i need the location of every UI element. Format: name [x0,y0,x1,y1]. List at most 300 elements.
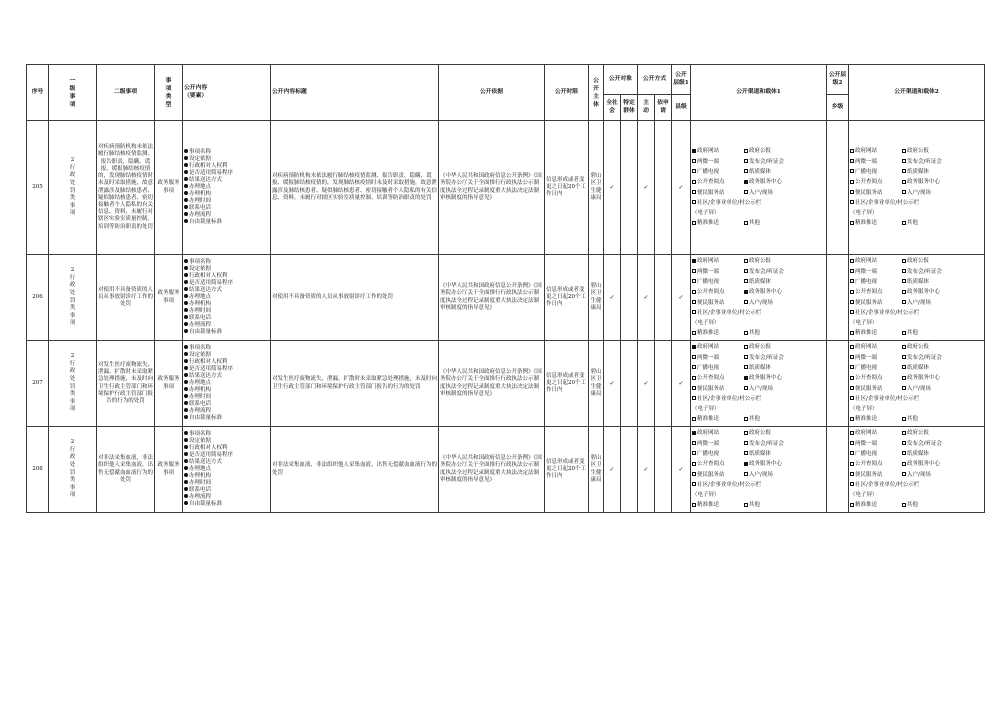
row-level2: 对非法采集血液，非法组织他人采集血液，出售无偿献血血液行为的处罚 [97,427,155,513]
channel-line [850,373,983,383]
channel-line [692,208,825,218]
header-target-specific: 特定 群体 [621,95,638,121]
channel-option-label: 社区/企事业单位/村公示栏 [855,309,920,316]
unchecked-box-icon [744,159,748,163]
content-item-label: 联系电话 [189,486,212,493]
channel-line [692,439,825,449]
channel-option-label: 政务服务中心 [907,179,941,186]
header-subject: 公 开 主 体 [589,65,604,121]
channel-option-label: 政府公报 [749,258,772,265]
unchecked-box-icon [902,451,906,455]
channel-option-label: 广播电视 [855,450,878,457]
channel-option-label: 政务服务中心 [749,289,783,296]
channel-option [692,310,761,316]
content-item [184,322,269,329]
channel-option [902,430,929,436]
channel-option [850,157,902,167]
channel-option [692,470,744,480]
channel-option-label: （电子屏） [850,492,878,499]
channel-line [850,308,983,318]
channel-option [850,470,902,480]
table-body [27,121,985,513]
header-layer2: 公开层 级2 [827,65,849,95]
content-item-label: 办理机构 [189,190,212,197]
bullet-icon [184,308,188,312]
channel-option [692,320,720,326]
header-layer2-town: 乡级 [827,95,849,121]
unchecked-box-icon [744,441,748,445]
channel-line [850,208,983,218]
channel-option [902,190,931,196]
bullet-icon [184,322,188,326]
channel-option-label: 入户/现场 [749,189,773,196]
channel-line [692,394,825,404]
header-seq: 序号 [27,65,49,121]
channel-option [744,269,784,275]
channel-option-label: （电子屏） [692,320,720,327]
row-layer1-county: ✓ [672,341,691,427]
channel-option [850,500,902,510]
content-item [184,466,269,473]
bullet-icon [184,315,188,319]
content-item-label: 联系电话 [189,204,212,211]
channel-line [850,198,983,208]
unchecked-box-icon [902,472,906,476]
row-target-specific [621,427,638,513]
channel-option [850,342,902,352]
channel-option-label: 广播电视 [697,450,720,457]
content-item [184,387,269,394]
checked-box-icon [744,462,748,466]
channel-option-label: 其他 [907,330,919,337]
channel-option [744,441,784,447]
channel-option [692,414,744,424]
unchecked-box-icon [902,269,906,273]
unchecked-box-icon [902,355,906,359]
row-level2: 对发生医疗废物流失、泄漏、扩散时未采取紧急处理措施，未及时向卫生行政主管部门和环境保护行政主管部门报告的行为的处罚 [97,341,155,427]
channel-option-label: 便民服务站 [855,471,883,478]
channel-option-label: 社区/企事业单位/村公示栏 [855,395,920,402]
checked-box-icon [692,345,696,349]
channel-line [850,470,983,480]
channel-option [902,365,929,371]
bullet-icon [184,170,188,174]
content-item-label: 结果送达方式 [189,287,223,294]
channel-option-label: 发布会/听证会 [907,440,942,447]
channel-option [744,416,760,422]
channel-option-label: 社区/企事业单位/村公示栏 [855,481,920,488]
bullet-icon [184,352,188,356]
channel-option-label: 其他 [749,502,761,509]
bullet-icon [184,205,188,209]
content-item-label: 办理地点 [189,294,212,301]
unchecked-box-icon [692,417,696,421]
unchecked-box-icon [692,451,696,455]
unchecked-box-icon [744,300,748,304]
channel-option [744,179,782,185]
bullet-icon [184,473,188,477]
bullet-icon [184,273,188,277]
unchecked-box-icon [692,482,696,486]
channel-line [692,157,825,167]
channel-option-label: 纸质媒体 [749,278,772,285]
unchecked-box-icon [692,310,696,314]
unchecked-box-icon [692,269,696,273]
bullet-icon [184,466,188,470]
content-item-label: 办理时间 [189,393,212,400]
content-item-label: 自由裁量标准 [189,328,223,335]
row-subject: 碧山区卫生健康局 [589,255,604,341]
channel-option-label: （电子屏） [850,210,878,217]
channel-option-label: 公开查阅点 [855,375,883,382]
row-target-all: ✓ [604,121,621,255]
unchecked-box-icon [850,431,854,435]
channel-option-label: 便民服务站 [697,189,725,196]
channel-option-label: 两微一端 [855,354,878,361]
unchecked-box-icon [744,345,748,349]
channel-option-label: 广播电视 [697,364,720,371]
channel-option [692,363,744,373]
channel-line [850,157,983,167]
channel-option [850,384,902,394]
channel-line [692,353,825,363]
bullet-icon [184,459,188,463]
channel-option [902,451,929,457]
unchecked-box-icon [850,159,854,163]
channel-line [850,439,983,449]
channel-option [744,430,771,436]
unchecked-box-icon [902,376,906,380]
channel-option [692,373,744,383]
channel-option [744,461,782,467]
channel-option [902,269,942,275]
content-item-label: 办理地点 [189,466,212,473]
channel-option-label: 发布会/听证会 [749,158,784,165]
level1-char: 处 [69,375,76,382]
channel-option-label: 入户/现场 [907,471,931,478]
channel-option [850,210,878,216]
channel-line [850,449,983,459]
bullet-icon [184,415,188,419]
level1-char: 事 [69,312,76,319]
content-item [184,408,269,415]
content-item [184,394,269,401]
unchecked-box-icon [692,355,696,359]
disclosure-table-sheet [26,64,984,513]
table-row [27,341,985,427]
channel-option-label: 政府公报 [749,430,772,437]
content-item [184,459,269,466]
channel-line [692,470,825,480]
level1-char: 项 [69,406,76,413]
unchecked-box-icon [850,190,854,194]
channel-option [902,179,940,185]
channel-option [902,386,931,392]
channel-option-label: 公开查阅点 [697,375,725,382]
channel-option-label: 广播电视 [697,168,720,175]
channel-line [850,328,983,338]
row-method-apply [655,341,672,427]
channel-option [850,177,902,187]
channel-line [692,384,825,394]
level1-char: 事 [69,398,76,405]
level1-char: 罚 [69,469,76,476]
content-item-label: 办理流程 [189,493,212,500]
channel-option [850,459,902,469]
bullet-icon [184,408,188,412]
unchecked-box-icon [850,482,854,486]
channel-line [850,167,983,177]
channel-option-label: 公开查阅点 [855,289,883,296]
channel-option [850,320,878,326]
unchecked-box-icon [902,279,906,283]
row-content [183,255,271,341]
channel-option [744,365,771,371]
channel-option-label: 入户/现场 [907,385,931,392]
channel-line [692,428,825,438]
channel-option-label: 政务服务中心 [749,375,783,382]
content-item-label: 办理机构 [189,386,212,393]
content-item [184,494,269,501]
row-title: 对发生医疗废物流失、泄漏、扩散时未采取紧急处理措施，未及时向卫生行政主管部门和环境保护行政主管部门报告的行为的处罚 [271,341,439,427]
row-content [183,341,271,427]
channel-option-label: 纸质媒体 [907,278,930,285]
unchecked-box-icon [850,472,854,476]
unchecked-box-icon [902,190,906,194]
channel-option [850,256,902,266]
content-item-label: 自由裁量标准 [189,500,223,507]
channel-option-label: 政府网站 [855,258,878,265]
unchecked-box-icon [692,180,696,184]
level1-char: 行 [69,446,76,453]
channel-option-label: 纸质媒体 [907,364,930,371]
content-item-label: 行政相对人权利 [189,163,228,170]
channel-option [850,439,902,449]
row-content [183,121,271,255]
row-type: 政务服务事项 [155,121,183,255]
channel-option-label: 政府公报 [907,344,930,351]
channel-option [902,344,929,350]
level1-char: 罚 [69,383,76,390]
content-item-label: 办理地点 [189,380,212,387]
unchecked-box-icon [850,200,854,204]
bullet-icon [184,380,188,384]
channel-option-label: 两微一端 [697,268,720,275]
channel-option [744,159,784,165]
channel-option-label: 社区/企事业单位/村公示栏 [697,199,762,206]
content-item-label: 办理流程 [189,211,212,218]
unchecked-box-icon [692,472,696,476]
checked-box-icon [744,180,748,184]
channel-option [744,220,760,226]
unchecked-box-icon [850,376,854,380]
unchecked-box-icon [850,345,854,349]
bullet-icon [184,184,188,188]
channel-option [902,220,918,226]
content-item-label: 设定依据 [189,266,212,273]
header-content: 公开内容 （要素） [183,65,271,121]
unchecked-box-icon [692,462,696,466]
row-content [183,427,271,513]
content-item-label: 办理时间 [189,197,212,204]
channel-option [902,441,942,447]
level1-char: 政 [69,368,76,375]
level1-char: 类 [69,391,76,398]
unchecked-box-icon [902,386,906,390]
channel-line [850,277,983,287]
channel-option [744,472,773,478]
row-channel1 [691,121,827,255]
checked-box-icon [744,376,748,380]
unchecked-box-icon [744,269,748,273]
channel-option [692,167,744,177]
level1-char: 处 [69,179,76,186]
content-item [184,315,269,322]
channel-line [850,177,983,187]
content-item-label: 办理机构 [189,300,212,307]
checked-box-icon [692,259,696,263]
row-layer2-town [827,121,849,255]
level1-char: 项 [69,492,76,499]
channel-option-label: 其他 [907,416,919,423]
unchecked-box-icon [902,331,906,335]
channel-option-label: 社区/企事业单位/村公示栏 [697,309,762,316]
channel-line [850,459,983,469]
channel-option [850,298,902,308]
channel-option-label: 纸质媒体 [749,364,772,371]
unchecked-box-icon [744,190,748,194]
content-item-label: 自由裁量标准 [189,218,223,225]
row-channel1 [691,427,827,513]
row-level1 [49,255,97,341]
header-layer1-county: 县级 [672,95,691,121]
unchecked-box-icon [850,221,854,225]
unchecked-box-icon [850,259,854,263]
channel-option-label: 政务服务中心 [907,375,941,382]
unchecked-box-icon [850,365,854,369]
channel-option [744,169,771,175]
content-item [184,198,269,205]
channel-option-label: 便民服务站 [855,385,883,392]
channel-line [692,342,825,352]
channel-option [902,148,929,154]
content-item-label: 设定依据 [189,352,212,359]
channel-option-label: （电子屏） [692,406,720,413]
unchecked-box-icon [744,472,748,476]
channel-option [850,492,878,498]
content-item-label: 是否适用简易程序 [189,366,234,373]
row-channel2 [849,121,985,255]
bullet-icon [184,149,188,153]
bullet-icon [184,501,188,505]
content-item [184,177,269,184]
unchecked-box-icon [902,345,906,349]
channel-line [692,256,825,266]
channel-line [850,256,983,266]
channel-line [850,384,983,394]
channel-option [902,289,940,295]
content-item-label: 结果送达方式 [189,373,223,380]
unchecked-box-icon [744,365,748,369]
content-item [184,212,269,219]
channel-option [850,287,902,297]
content-item-label: 行政相对人权利 [189,273,228,280]
row-method-active: ✓ [638,341,655,427]
channel-option [744,300,773,306]
unchecked-box-icon [902,300,906,304]
channel-option-label: 广播电视 [855,168,878,175]
content-item-label: 联系电话 [189,400,212,407]
content-item-label: 事项名称 [189,149,212,156]
unchecked-box-icon [692,331,696,335]
channel-line [692,177,825,187]
unchecked-box-icon [692,200,696,204]
channel-option-label: 精准推送 [697,330,720,337]
channel-option [744,375,782,381]
channel-option [850,449,902,459]
unchecked-box-icon [902,180,906,184]
channel-option [692,267,744,277]
row-seq: 207 [27,341,49,427]
row-target-all: ✓ [604,427,621,513]
unchecked-box-icon [692,159,696,163]
channel-line [692,188,825,198]
bullet-icon [184,198,188,202]
row-level1 [49,427,97,513]
unchecked-box-icon [902,290,906,294]
unchecked-box-icon [744,386,748,390]
channel-option [692,384,744,394]
unchecked-box-icon [850,396,854,400]
unchecked-box-icon [902,503,906,507]
channel-line [692,500,825,510]
channel-option [850,428,902,438]
channel-option-label: 政府网站 [855,430,878,437]
channel-option [850,167,902,177]
channel-option [692,146,744,156]
content-item-label: 自由裁量标准 [189,414,223,421]
row-channel2 [849,341,985,427]
channel-option [744,279,771,285]
level1-char: 政 [69,454,76,461]
channel-line [692,449,825,459]
channel-option [850,218,902,228]
unchecked-box-icon [692,396,696,400]
channel-option [692,428,744,438]
channel-option-label: 纸质媒体 [749,168,772,175]
channel-option [692,210,720,216]
unchecked-box-icon [850,503,854,507]
content-item-label: 行政相对人权利 [189,359,228,366]
level1-char: 项 [69,320,76,327]
content-item-label: 联系电话 [189,314,212,321]
level1-char: 行 [69,274,76,281]
bullet-icon [184,394,188,398]
channel-option [692,328,744,338]
unchecked-box-icon [692,441,696,445]
content-item [184,191,269,198]
header-target-all: 全社 会 [604,95,621,121]
channel-option-label: 政府公报 [907,258,930,265]
unchecked-box-icon [850,355,854,359]
content-item-label: 设定依据 [189,438,212,445]
channel-line [850,298,983,308]
channel-option-label: 精准推送 [855,416,878,423]
row-target-all: ✓ [604,341,621,427]
row-level2: 对疾病预防机构未依法履行肺结核疫情监测、报告职责，隐瞒、谎报、缓报肺结核疫情的，发现肺结核疫情时未及时采取措施，故意泄露涉及肺结核患者、疑似肺结核患者、密切接触者个人隐私的有关信息、资料，未履行对辖区实验室质量控制、培训等防治职责的处罚 [97,121,155,255]
disclosure-table [26,64,985,513]
header-channel1: 公开渠道和载体1 [691,65,827,121]
